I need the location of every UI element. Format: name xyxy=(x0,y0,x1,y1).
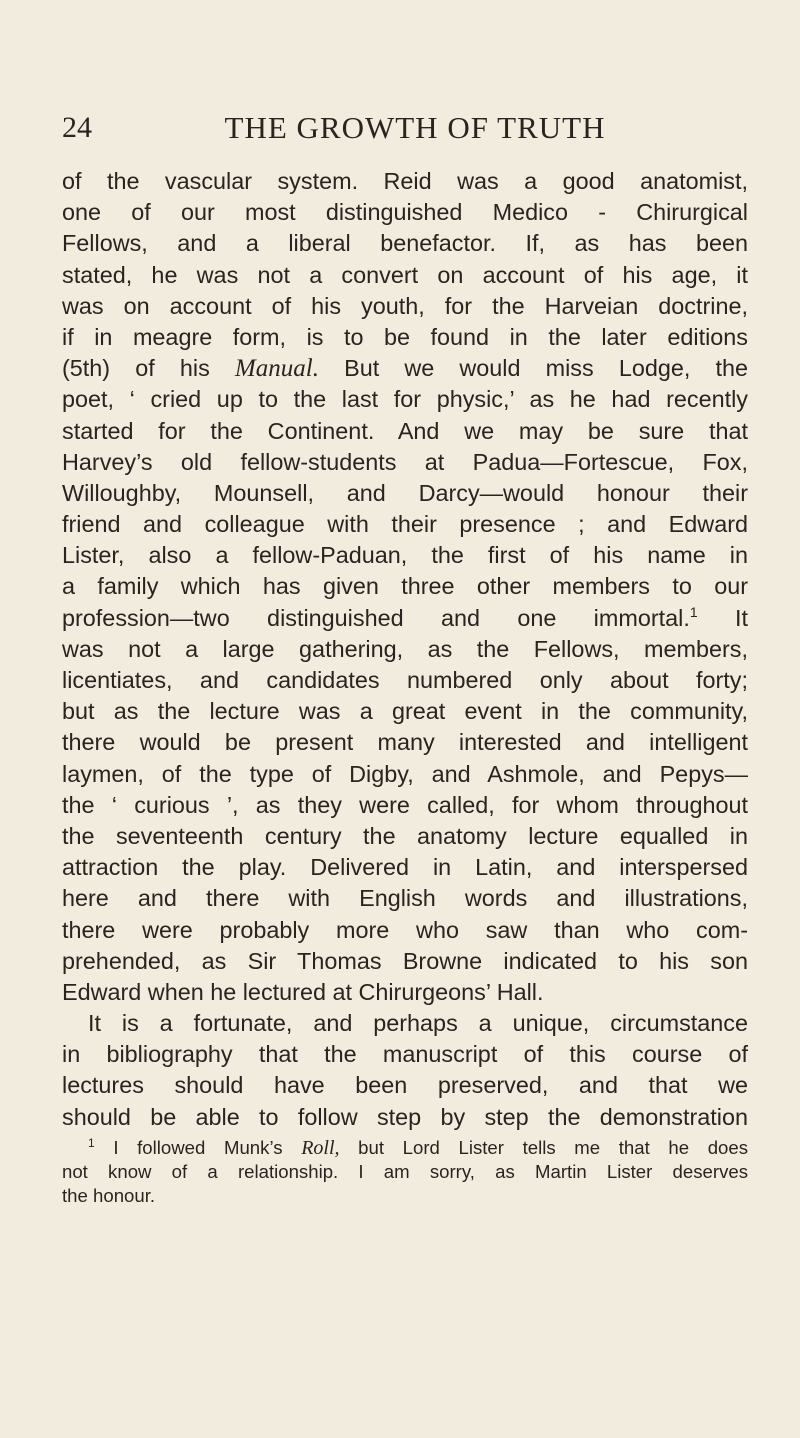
text-line: Harvey’s old fellow-students at Padua—Fortescue, Fox, xyxy=(62,448,748,475)
text-line: friend and colleague with their presence ; and Edward xyxy=(62,511,748,538)
text-line: should be able to follow step by step the demonstration xyxy=(62,1103,748,1130)
text-line: Fellows, and a liberal benefactor. If, as has been xyxy=(62,230,748,257)
text-fragment: but Lord Lister tells me that he does xyxy=(358,1137,749,1158)
text-line: attraction the play. Delivered in Latin, and interspersed xyxy=(62,854,748,881)
text-line: the seventeenth century the anatomy lecture equalled in xyxy=(62,822,748,849)
running-title: THE GROWTH OF TRUTH xyxy=(224,110,606,145)
footnotes xyxy=(62,1136,748,1208)
text-line: started for the Continent. And we may be sure that xyxy=(62,417,748,444)
text-line: was on account of his youth, for the Harveian doctrine, xyxy=(62,292,748,319)
text-line: laymen, of the type of Digby, and Ashmole, and Pepys— xyxy=(62,760,748,787)
text-line: licentiates, and candidates numbered only about forty; xyxy=(62,667,748,693)
text-line xyxy=(62,353,748,384)
italic-title: Manual. xyxy=(234,355,319,383)
text-line: lectures should have been preserved, and that we xyxy=(62,1072,748,1099)
text-line: but as the lecture was a great event in the community, xyxy=(62,698,748,725)
text-line: Edward when he lectured at Chirurgeons’ Hall. xyxy=(62,978,544,1005)
page-number: 24 xyxy=(62,111,92,144)
text-line: of the vascular system. Reid was a good anatomist, xyxy=(62,168,748,194)
text-line: It is a fortunate, and perhaps a unique, circumstance xyxy=(88,1010,748,1037)
text-line: there would be present many interested and intelligent xyxy=(62,729,748,756)
text-line: Willoughby, Mounsell, and Darcy—would honour their xyxy=(62,479,748,506)
text-line xyxy=(62,603,748,634)
italic-title: Roll, xyxy=(301,1137,340,1159)
text-line: was not a large gathering, as the Fellows, members, xyxy=(62,635,748,662)
footnote-line: not know of a relationship. I am sorry, as Martin Lister deserves xyxy=(62,1161,748,1182)
text-fragment: (5th) of his xyxy=(62,355,210,382)
text-line: here and there with English words and illustrations, xyxy=(62,885,748,912)
text-line: there were probably more who saw than who com- xyxy=(62,916,748,943)
footnote-marker: 1 xyxy=(689,603,698,620)
text-line: Lister, also a fellow-Paduan, the first of his name in xyxy=(62,542,748,569)
text-line: poet, ‘ cried up to the last for physic,’ as he had recently xyxy=(62,386,748,413)
text-line: one of our most distinguished Medico - Chirurgical xyxy=(62,199,748,226)
running-head xyxy=(62,108,748,148)
text-line: if in meagre form, is to be found in the later editions xyxy=(62,323,748,350)
body-text xyxy=(62,166,748,1133)
footnote-number: 1 xyxy=(88,1135,95,1150)
text-fragment: I followed Munk’s xyxy=(113,1137,283,1158)
text-line: a family which has given three other members to our xyxy=(62,573,748,600)
text-fragment: profession—two distinguished and one immortal. xyxy=(62,604,690,631)
text-fragment: It xyxy=(735,604,749,631)
text-line: stated, he was not a convert on account of his age, it xyxy=(62,261,748,288)
text-line: prehended, as Sir Thomas Browne indicated to his son xyxy=(62,947,748,974)
text-fragment: But we would miss Lodge, the xyxy=(344,355,749,382)
footnote-line xyxy=(62,1136,748,1160)
text-line: in bibliography that the manuscript of this course of xyxy=(62,1041,748,1068)
footnote-line: the honour. xyxy=(62,1185,156,1206)
text-line: the ‘ curious ’, as they were called, for whom throughout xyxy=(62,791,748,818)
